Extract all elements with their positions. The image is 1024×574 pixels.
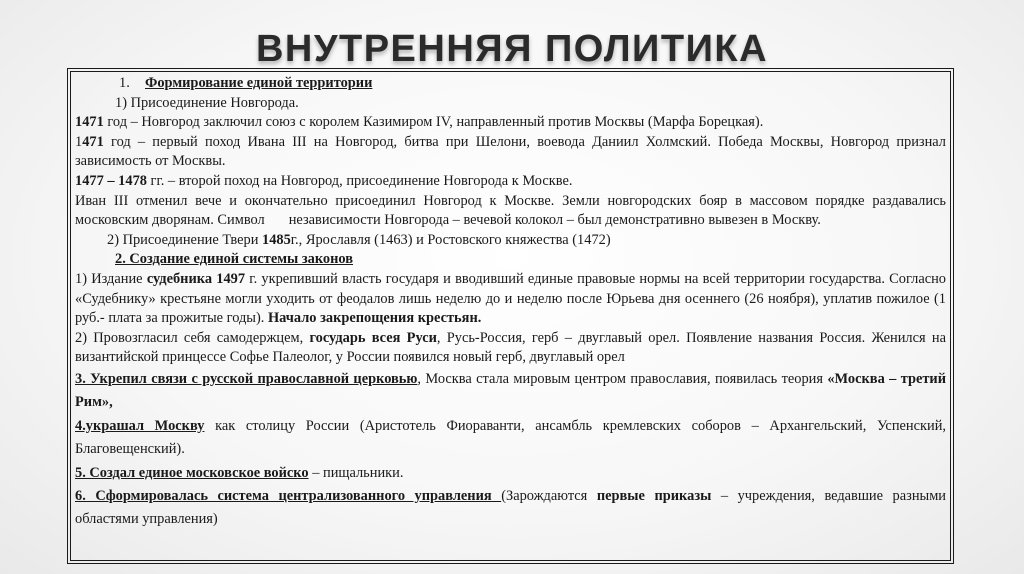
text-c: г. укрепивший власть государя и вводивший единые правовые нормы на всей территории государства. Согласно «Судебнику» крестьяне могли уходить от феодалов лишь неделю до и неделю после Юрьева дня осеннего (26 ноября), уплатив пожилое (1 руб.- плата за прожитые годы). (75, 270, 946, 327)
text-b: , Москва стала мировым центром православия, появилась теория (417, 370, 828, 387)
text-d: – учреждения, ведавшие разными областями управления) (75, 487, 947, 528)
text: гг. – второй поход на Новгород, присоединение Новгорода к Москве. (146, 172, 573, 189)
text-b: независимости Новгорода – вечевой колокол – был демонстративно вывезен в Москву. (288, 212, 821, 229)
text: год – Новгород заключил союз с королем Казимиром IV, направленный против Москвы (Марфа Борецкая). (103, 114, 764, 131)
paragraph-moscow (75, 415, 946, 462)
text-b: судебника 1497 (146, 270, 246, 287)
text-b: г., Ярославля (1463) и Ростовского княжества (1472) (290, 231, 611, 248)
text-a: 4.украшал Москву (75, 417, 205, 434)
paragraph-1471-campaign (75, 133, 946, 172)
section-2-heading (75, 250, 946, 270)
text-c: «Москва – третий Рим», (75, 370, 946, 411)
text-b: – пищальники. (308, 464, 404, 481)
text-c: первые приказы (596, 487, 712, 504)
content-frame (70, 71, 951, 561)
paragraph-church (75, 368, 946, 415)
paragraph-1477-campaign (75, 172, 946, 192)
year: 1485 (262, 231, 291, 248)
heading-text: Формирование единой территории (145, 75, 373, 91)
text-a: 2) Присоединение Твери (107, 231, 262, 248)
text-b: государь всея Руси (309, 329, 437, 346)
text-a: 1) Издание (75, 270, 147, 287)
text-a: 2) Провозгласил себя самодержцем, (75, 329, 310, 346)
list-number: 1. (119, 75, 130, 91)
subheading-tver (75, 231, 946, 251)
heading-text: 2. Создание единой системы законов (115, 251, 354, 268)
text-b: (Зарождаются (501, 487, 597, 504)
year: 1471 (75, 114, 104, 131)
text-d: Начало закрепощения крестьян. (267, 310, 482, 327)
section-1-heading (75, 74, 946, 94)
paragraph-1471-union (75, 113, 946, 133)
year-part: 1 (75, 133, 83, 150)
paragraph-army (75, 462, 946, 485)
text-c: , Русь-Россия, герб – двуглавый орел. Появление названия Россия. Женился на византийской принцессе Софье Палеолог, у России появился новый герб, двуглавый орел (75, 329, 946, 366)
text-a: 3. Укрепил связи с русской православной церковью (75, 370, 418, 387)
subheading-novgorod: 1) Присоединение Новгорода. (115, 94, 299, 111)
paragraph-veche (75, 192, 946, 231)
paragraph-administration (75, 485, 946, 532)
year-bold-part: 471 (82, 133, 104, 150)
paragraph-autocrat (75, 329, 946, 368)
text-a: 6. Сформировалась система централизованного управления (75, 487, 502, 504)
text: год – первый поход Ивана III на Новгород, битва при Шелони, воевода Даниил Холмский. Победа Москвы, Новгород признал зависимость от Москвы. (75, 133, 946, 170)
text-a: 5. Создал единое московское войско (75, 464, 309, 481)
slide-title: ВНУТРЕННЯЯ ПОЛИТИКА (255, 28, 769, 70)
paragraph-sudebnik (75, 270, 946, 329)
years: 1477 – 1478 (75, 172, 147, 189)
text-a: Иван III отменил вече и окончательно присоединил Новгород к Москве. Земли новгородских бояр в массовом порядке раздавались московским дворянам. Символ (75, 192, 946, 229)
text-b: как столицу России (Аристотель Фиораванти, ансамбль кремлевских соборов – Архангельский, Успенский, Благовещенский). (75, 417, 946, 458)
